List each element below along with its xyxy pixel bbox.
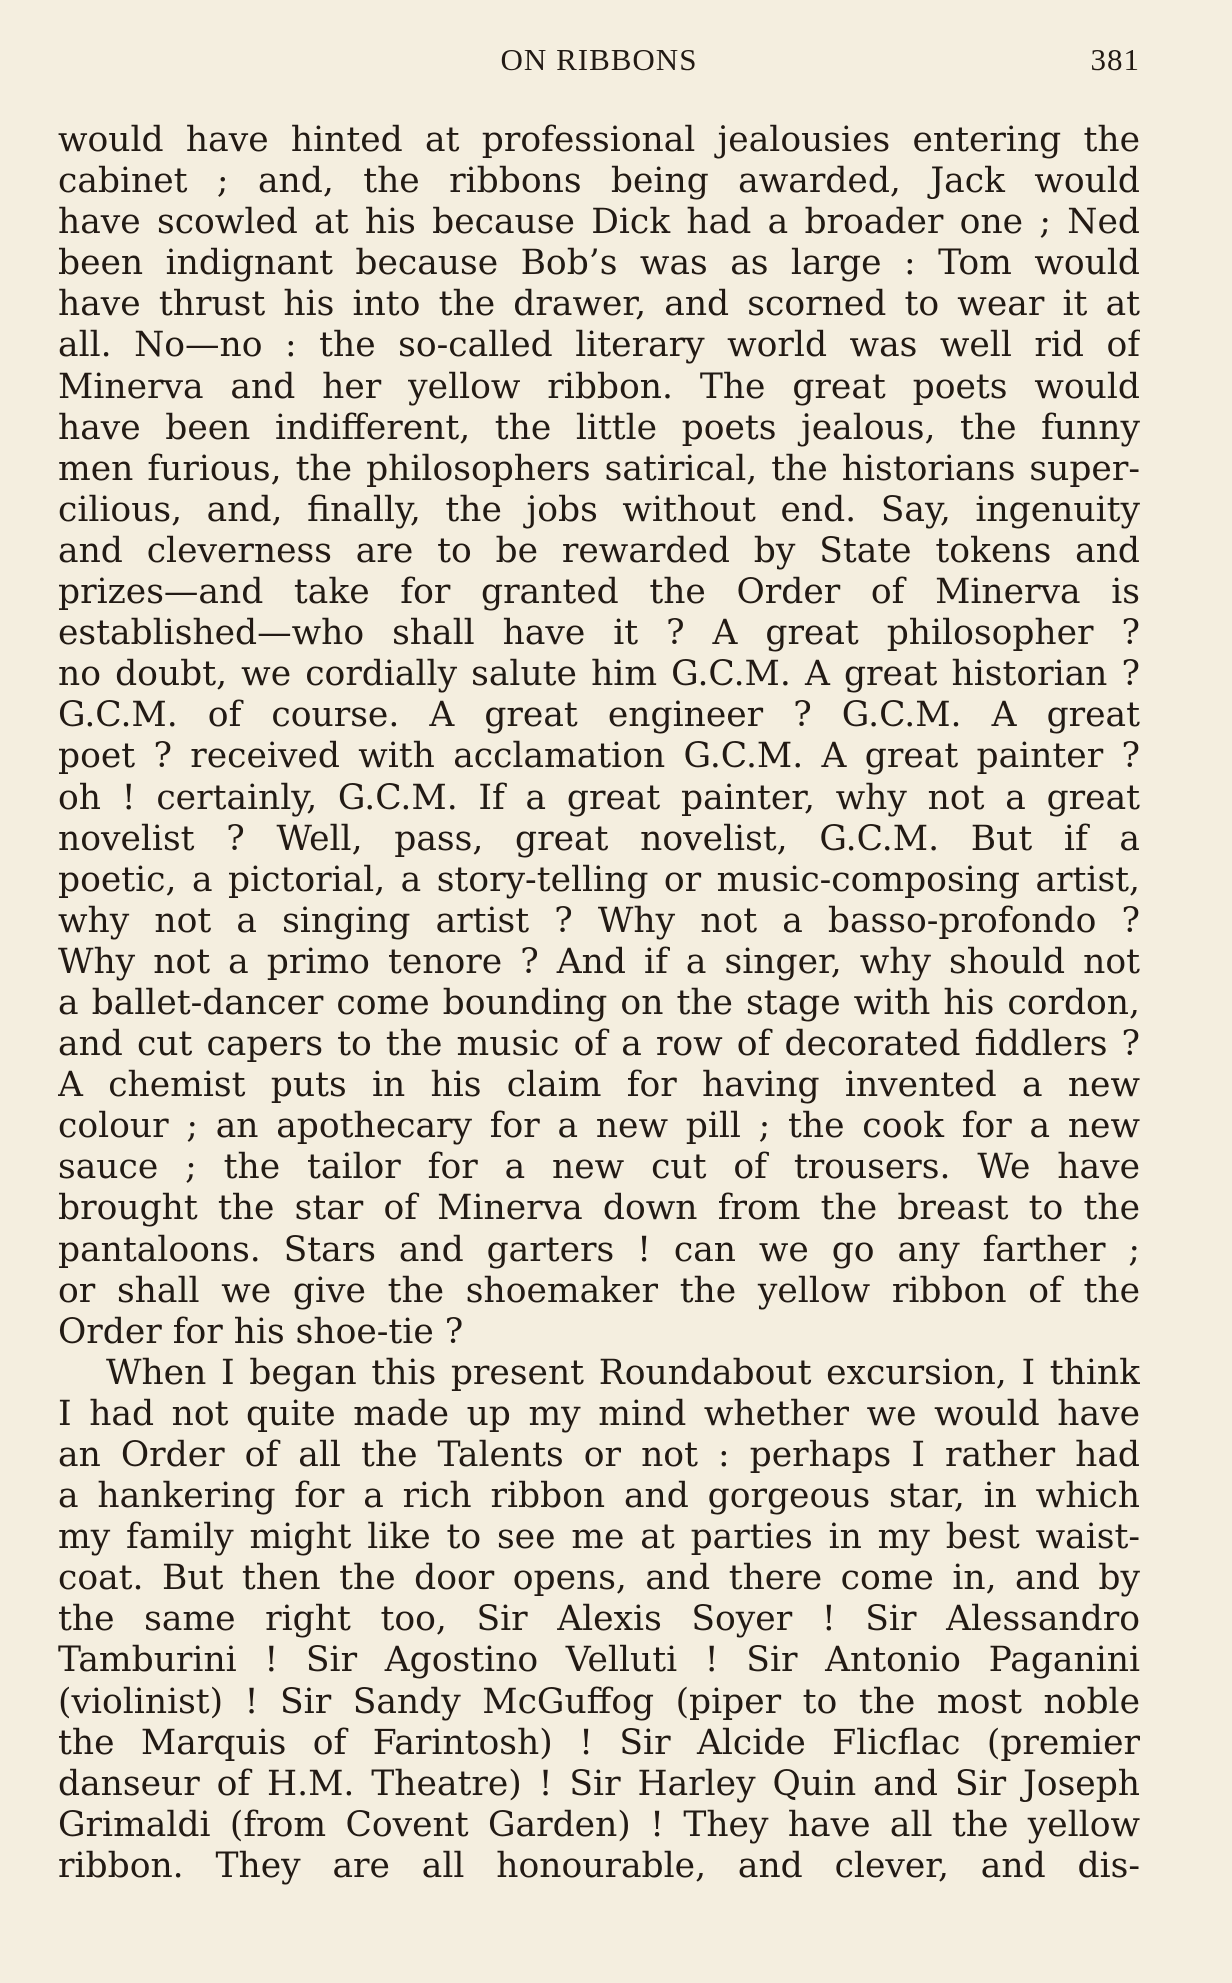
text-line: have scowled at his because Dick had a broader one ; Ned — [58, 202, 1140, 243]
text-line: brought the star of Minerva down from the breast to the — [58, 1188, 1140, 1229]
body-text — [58, 120, 1140, 1887]
text-line: novelist ? Well, pass, great novelist, G.C.M. But if a — [58, 818, 1140, 859]
text-line: would have hinted at professional jealousies entering the — [58, 120, 1140, 160]
text-line: and cleverness are to be rewarded by State tokens and — [58, 530, 1140, 571]
text-line: a hankering for a rich ribbon and gorgeous star, in which — [58, 1476, 1140, 1517]
text-line: When I began this present Roundabout excursion, I think — [106, 1352, 1140, 1393]
text-line: why not a singing artist ? Why not a basso-profondo ? — [58, 900, 1140, 941]
text-line: a ballet-dancer come bounding on the stage with his cordon, — [58, 982, 1140, 1023]
text-line: no doubt, we cordially salute him G.C.M. A great historian ? — [58, 654, 1140, 695]
text-line: or shall we give the shoemaker the yellow ribbon of the — [58, 1270, 1140, 1311]
text-line: (violinist) ! Sir Sandy McGuffog (piper to the most noble — [58, 1681, 1140, 1722]
text-line: established—who shall have it ? A great philosopher ? — [58, 613, 1140, 654]
text-line: G.C.M. of course. A great engineer ? G.C.M. A great — [58, 695, 1140, 736]
running-title: ON RIBBONS — [500, 42, 698, 77]
text-line: Grimaldi (from Covent Garden) ! They have all the yellow — [58, 1804, 1140, 1845]
text-line: Tamburini ! Sir Agostino Velluti ! Sir Antonio Paganini — [58, 1640, 1140, 1681]
text-line: Why not a primo tenore ? And if a singer, why should not — [58, 941, 1140, 982]
text-line: men furious, the philosophers satirical, the historians super- — [58, 448, 1140, 489]
text-line: colour ; an apothecary for a new pill ; the cook for a new — [58, 1106, 1140, 1147]
text-line: the Marquis of Farintosh) ! Sir Alcide Flicflac (premier — [58, 1722, 1140, 1763]
text-line: poet ? received with acclamation G.C.M. A great painter ? — [58, 736, 1140, 777]
paragraph-2 — [58, 1353, 1140, 1887]
page-number: 381 — [1090, 42, 1140, 77]
text-line: coat. But then the door opens, and there come in, and by — [58, 1558, 1140, 1599]
text-line: cilious, and, finally, the jobs without end. Say, ingenuity — [58, 489, 1140, 530]
text-line: the same right too, Sir Alexis Soyer ! Sir Alessandro — [58, 1599, 1140, 1640]
text-line: ribbon. They are all honourable, and clever, and dis- — [58, 1845, 1140, 1886]
paragraph-1 — [58, 120, 1140, 1353]
text-line: sauce ; the tailor for a new cut of trousers. We have — [58, 1147, 1140, 1188]
running-head — [58, 42, 1140, 86]
text-line: pantaloons. Stars and garters ! can we go any farther ; — [58, 1229, 1140, 1270]
text-line: oh ! certainly, G.C.M. If a great painter, why not a great — [58, 777, 1140, 818]
text-line: danseur of H.M. Theatre) ! Sir Harley Quin and Sir Joseph — [58, 1763, 1140, 1804]
text-line: I had not quite made up my mind whether we would have — [58, 1393, 1140, 1434]
text-line: A chemist puts in his claim for having invented a new — [58, 1065, 1140, 1106]
text-line: my family might like to see me at parties in my best waist- — [58, 1517, 1140, 1558]
text-line: have been indifferent, the little poets jealous, the funny — [58, 407, 1140, 448]
text-line: cabinet ; and, the ribbons being awarded, Jack would — [58, 161, 1140, 202]
text-line: and cut capers to the music of a row of decorated fiddlers ? — [58, 1024, 1140, 1065]
text-line: poetic, a pictorial, a story-telling or music-composing artist, — [58, 859, 1140, 900]
text-line: Order for his shoe-tie ? — [58, 1311, 464, 1352]
text-line: have thrust his into the drawer, and scorned to wear it at — [58, 284, 1140, 325]
text-line: been indignant because Bob’s was as large : Tom would — [58, 243, 1140, 284]
text-line: an Order of all the Talents or not : perhaps I rather had — [58, 1435, 1140, 1475]
text-line: Minerva and her yellow ribbon. The great poets would — [58, 366, 1140, 407]
text-line: prizes—and take for granted the Order of Minerva is — [58, 572, 1140, 613]
text-line: all. No—no : the so-called literary world was well rid of — [58, 325, 1140, 366]
